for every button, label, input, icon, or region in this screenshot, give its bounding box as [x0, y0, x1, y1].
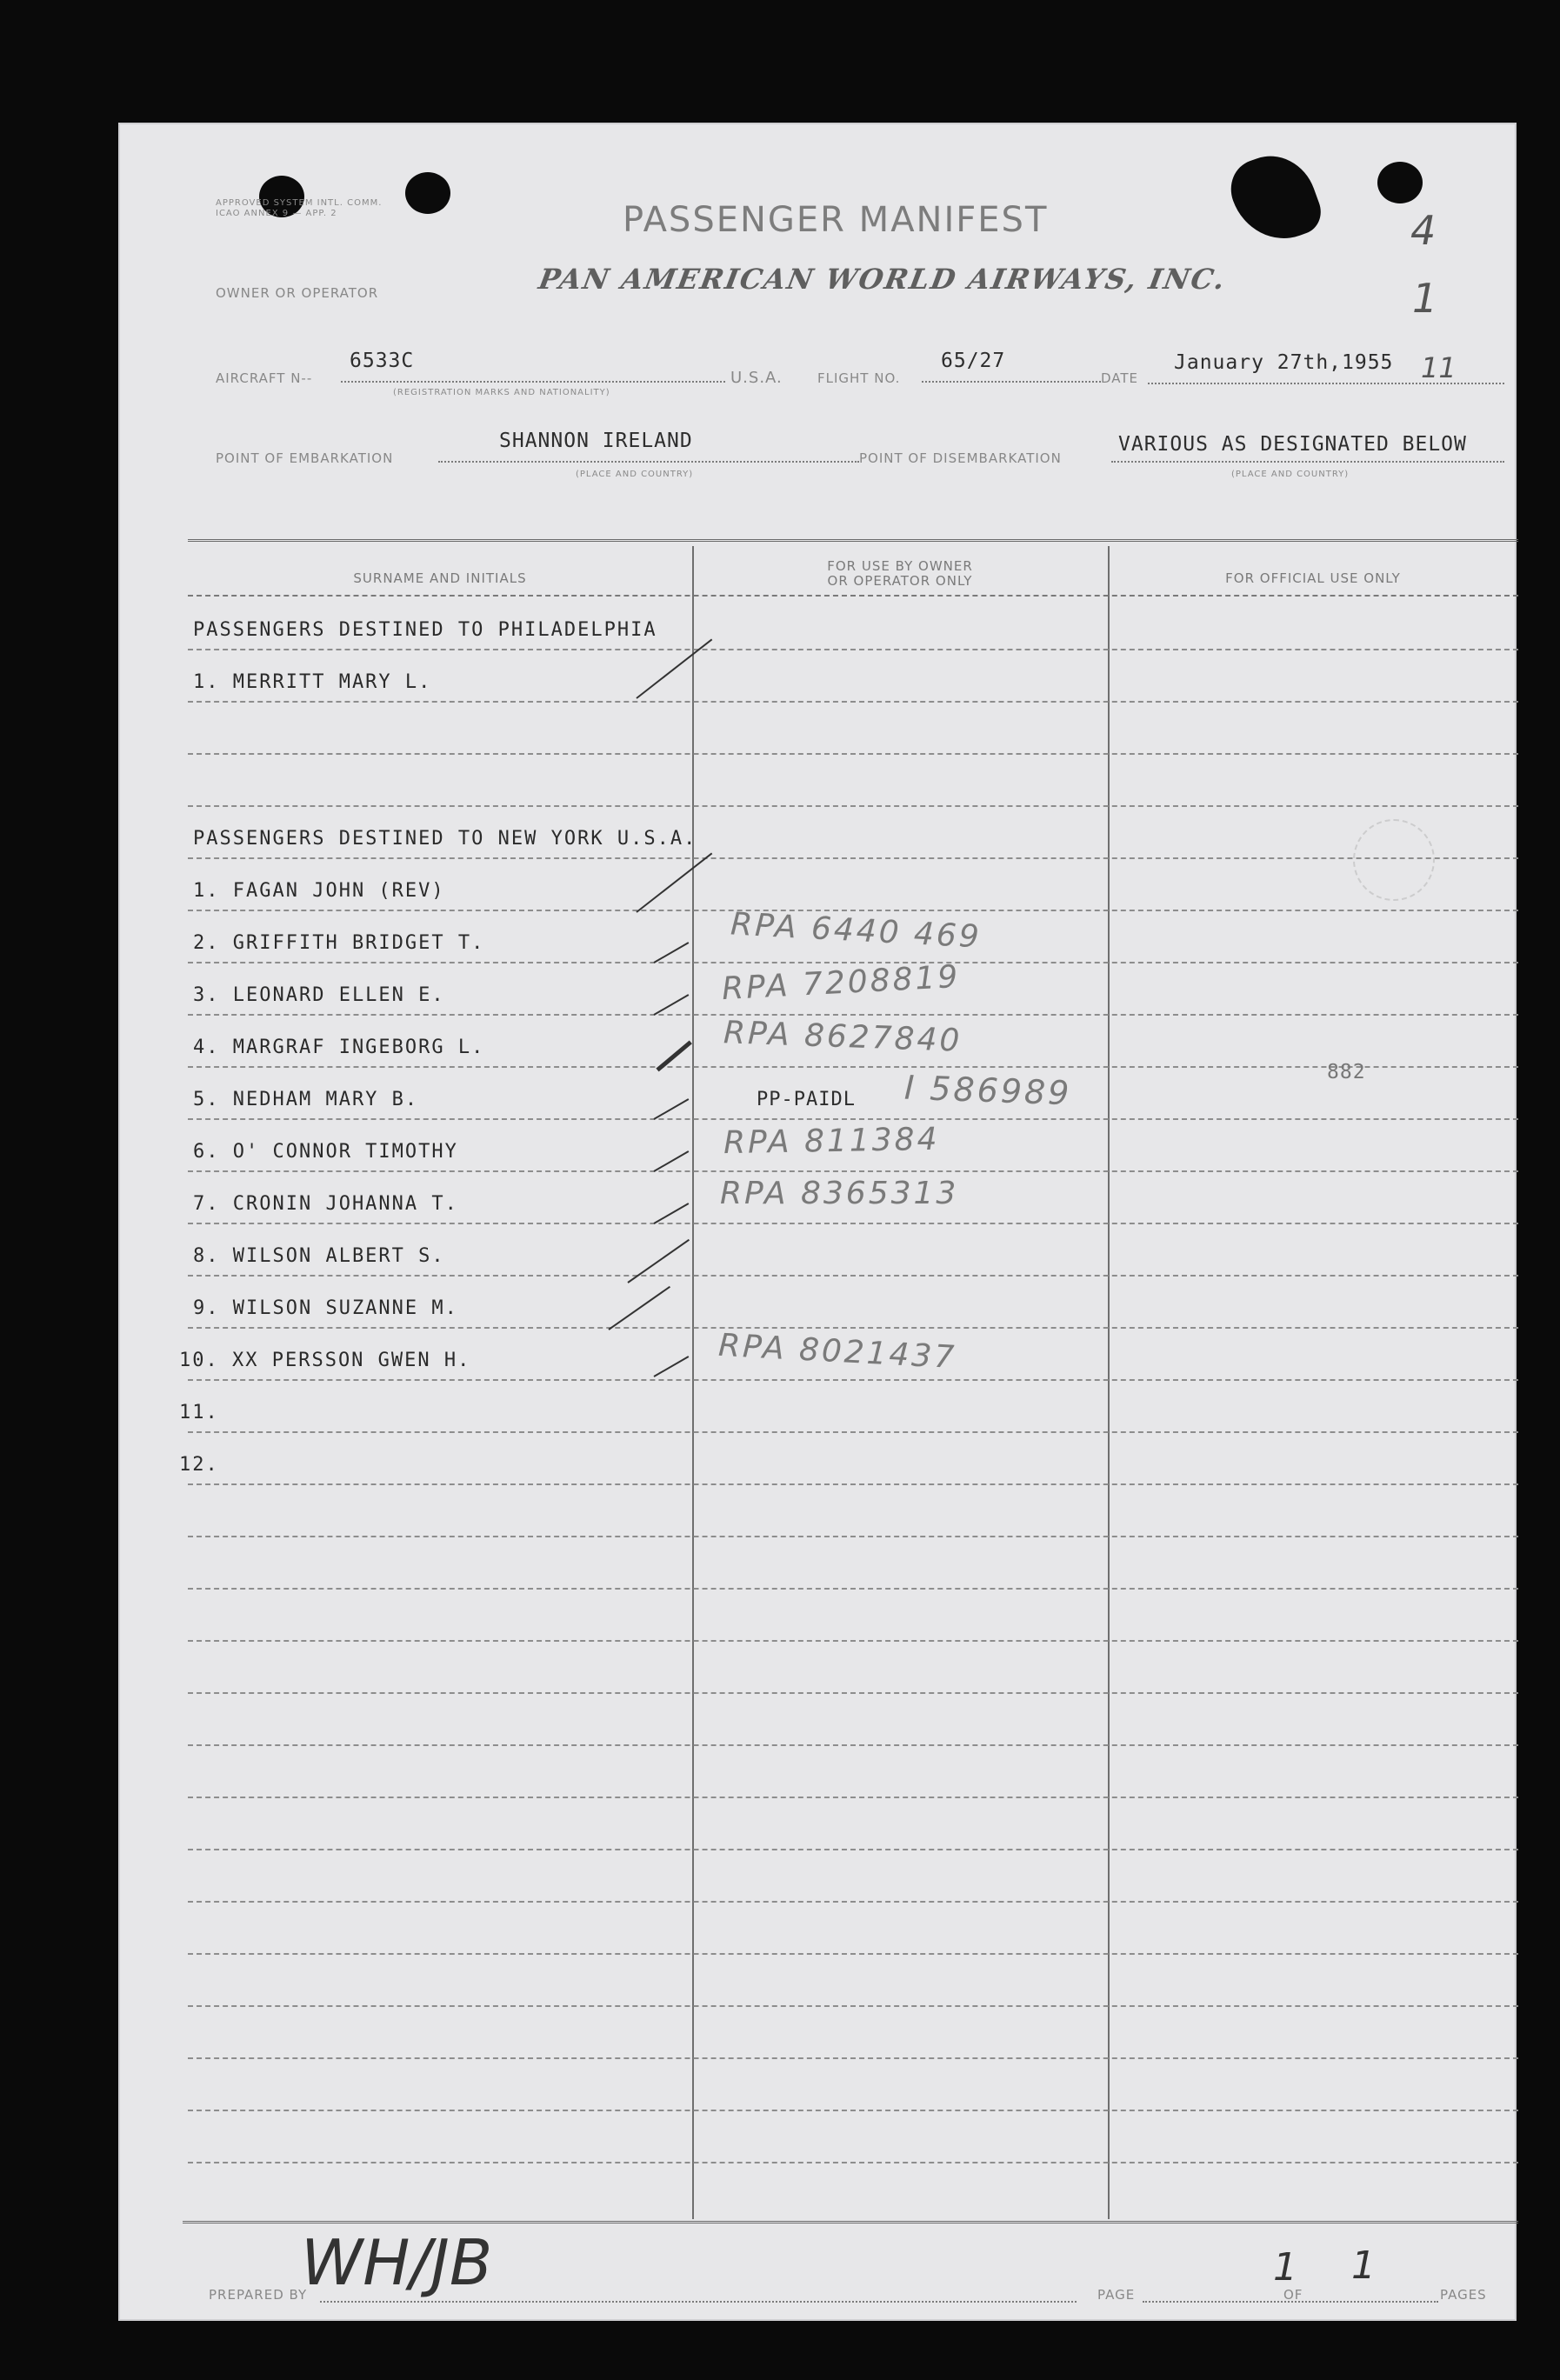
row-rule — [188, 1170, 1518, 1172]
row-rule — [188, 2162, 1518, 2163]
disembark-value: VARIOUS AS DESIGNATED BELOW — [1118, 433, 1467, 456]
usa-label: U.S.A. — [730, 369, 783, 387]
row-rule — [188, 1014, 1518, 1016]
embark-label: POINT OF EMBARKATION — [216, 450, 394, 466]
ticket-annotation: I 586989 — [903, 1068, 1073, 1113]
row-rule — [188, 1640, 1518, 1642]
row-rule — [188, 1483, 1518, 1485]
passenger-row: 4. MARGRAF INGEBORG L. — [193, 1037, 485, 1058]
passenger-row: 11. — [179, 1402, 219, 1423]
embark-value: SHANNON IRELAND — [499, 430, 693, 452]
passenger-row: 2. GRIFFITH BRIDGET T. — [193, 932, 485, 954]
ticket-annotation: RPA 8627840 — [723, 1015, 963, 1059]
page-underline — [1143, 2301, 1438, 2303]
disembark-caption: (PLACE AND COUNTRY) — [1231, 470, 1350, 479]
page-total: 1 — [1351, 2243, 1376, 2288]
passenger-row: 1. MERRITT MARY L. — [193, 671, 432, 693]
date-label: DATE — [1101, 370, 1139, 386]
aircraft-value: 6533C — [350, 350, 415, 372]
ticket-annotation: RPA 8365313 — [720, 1176, 959, 1211]
ticket-annotation: RPA 6440 469 — [730, 906, 983, 956]
passenger-row: 6. O' CONNOR TIMOTHY — [193, 1141, 458, 1163]
row-rule — [188, 1901, 1518, 1903]
passenger-row: 8. WILSON ALBERT S. — [193, 1245, 445, 1267]
passenger-row: 9. WILSON SUZANNE M. — [193, 1297, 458, 1319]
row-rule — [188, 1953, 1518, 1955]
col-head-official: FOR OFFICIAL USE ONLY — [1225, 570, 1401, 586]
row-rule — [188, 2057, 1518, 2059]
table-head-rule — [188, 595, 1518, 597]
row-rule — [188, 1849, 1518, 1850]
approval-note: APPROVED SYSTEM INTL. COMM. ICAO ANNEX 9 — APP. 2 — [216, 198, 383, 218]
passenger-row: 5. NEDHAM MARY B. — [193, 1089, 419, 1110]
company-name: PAN AMERICAN WORLD AIRWAYS, INC. — [536, 263, 1230, 296]
row-rule — [188, 805, 1518, 807]
punch-hole-mid — [405, 172, 450, 214]
ticket-annotation: RPA 7208819 — [721, 958, 962, 1008]
margin-mark-3: 11 — [1421, 351, 1457, 384]
row-rule — [188, 1327, 1518, 1329]
page-number: 1 — [1273, 2245, 1297, 2290]
row-rule — [188, 2110, 1518, 2111]
row-rule — [188, 1797, 1518, 1798]
ticket-annotation: RPA 8021437 — [717, 1327, 958, 1377]
ticket-annotation-typed: PP-PAIDL — [757, 1089, 856, 1110]
row-rule — [188, 910, 1518, 911]
row-rule — [188, 1588, 1518, 1590]
disembark-underline — [1111, 461, 1504, 463]
row-rule — [188, 1275, 1518, 1277]
row-rule — [188, 1379, 1518, 1381]
registration-caption: (REGISTRATION MARKS AND NATIONALITY) — [393, 388, 610, 397]
passenger-row: 3. LEONARD ELLEN E. — [193, 984, 445, 1006]
row-rule — [188, 1066, 1518, 1068]
prepared-label: PREPARED BY — [209, 2287, 308, 2303]
flight-underline — [922, 381, 1101, 383]
passenger-row: 1. FAGAN JOHN (REV) — [193, 880, 445, 902]
disembark-label: POINT OF DISEMBARKATION — [859, 450, 1062, 466]
passenger-row: 12. — [179, 1454, 219, 1476]
table-bottom-rule — [183, 2221, 1518, 2223]
punch-hole-right — [1377, 162, 1423, 203]
column-divider-2 — [1108, 546, 1110, 2219]
section-heading-philadelphia: PASSENGERS DESTINED TO PHILADELPHIA — [193, 619, 657, 641]
aircraft-label: AIRCRAFT N-- — [216, 370, 313, 386]
table-top-rule — [188, 539, 1518, 542]
owner-label: OWNER OR OPERATOR — [216, 285, 379, 301]
row-rule — [188, 857, 1518, 859]
ticket-annotation: RPA 811384 — [723, 1121, 940, 1162]
row-rule — [188, 1223, 1518, 1224]
faint-stamp — [1353, 819, 1435, 901]
row-rule — [188, 1692, 1518, 1694]
passenger-row: 10. XX PERSSON GWEN H. — [179, 1350, 471, 1371]
row-rule — [188, 1431, 1518, 1433]
prepared-underline — [320, 2301, 1077, 2303]
date-value: January 27th,1955 — [1174, 351, 1394, 374]
manifest-title: PASSENGER MANIFEST — [623, 200, 1049, 240]
flight-value: 65/27 — [941, 350, 1006, 372]
section-heading-newyork: PASSENGERS DESTINED TO NEW YORK U.S.A. — [193, 828, 697, 850]
official-note: 882 — [1327, 1061, 1366, 1083]
col-head-owner-1: FOR USE BY OWNER — [827, 558, 973, 574]
col-head-owner-2: OR OPERATOR ONLY — [827, 573, 973, 589]
row-rule — [188, 2005, 1518, 2007]
of-label: OF — [1283, 2287, 1303, 2303]
row-rule — [188, 753, 1518, 755]
page-label: PAGE — [1097, 2287, 1136, 2303]
margin-mark-2: 1 — [1412, 275, 1438, 322]
date-underline — [1148, 383, 1504, 384]
row-rule — [188, 1744, 1518, 1746]
margin-mark-1: 4 — [1410, 207, 1437, 254]
row-rule — [188, 649, 1518, 650]
row-rule — [188, 962, 1518, 963]
pages-label: PAGES — [1440, 2287, 1487, 2303]
embark-underline — [438, 461, 859, 463]
embark-caption: (PLACE AND COUNTRY) — [576, 470, 694, 479]
row-rule — [188, 701, 1518, 703]
row-rule — [188, 1118, 1518, 1120]
column-divider-1 — [692, 546, 694, 2219]
passenger-row: 7. CRONIN JOHANNA T. — [193, 1193, 458, 1215]
aircraft-underline — [341, 381, 725, 383]
col-head-surname: SURNAME AND INITIALS — [353, 570, 527, 586]
signature: WH/JB — [301, 2226, 493, 2299]
flight-label: FLIGHT NO. — [817, 370, 901, 386]
row-rule — [188, 1536, 1518, 1537]
